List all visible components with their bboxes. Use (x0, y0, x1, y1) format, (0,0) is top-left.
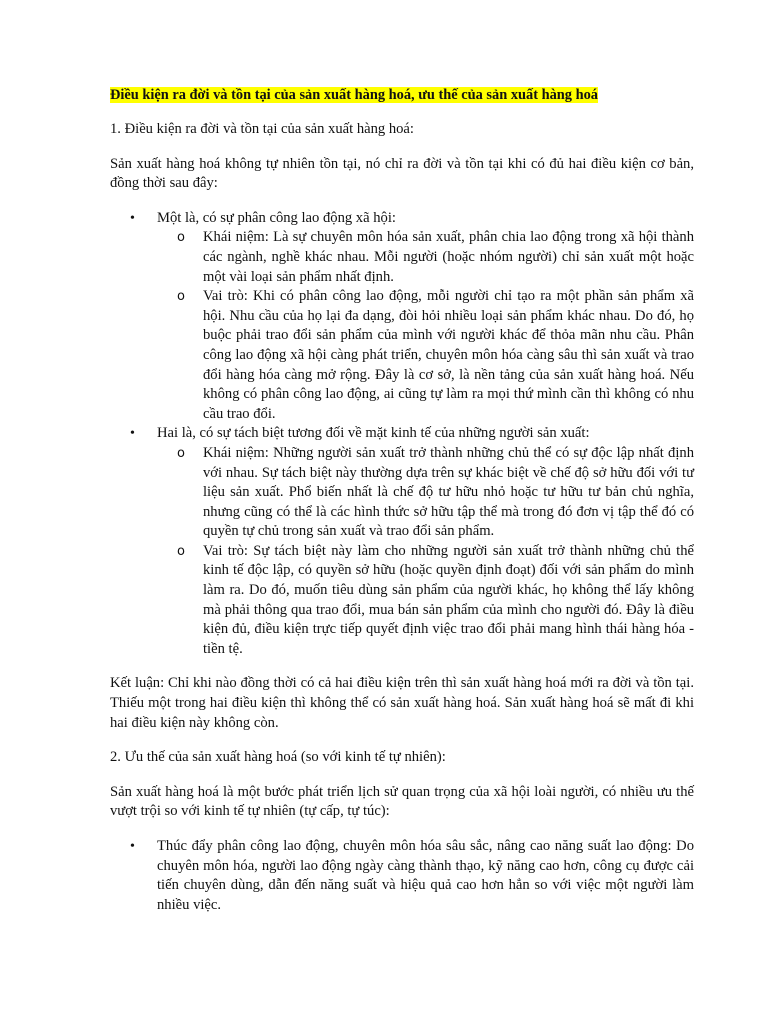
circle-bullet-icon: o (177, 543, 185, 559)
condition-1-sublist (157, 228, 694, 424)
sub-item-text: Khái niệm: Là sự chuyên môn hóa sản xuất, phân chia lao động trong xã hội thành các ngành, nghề khác nhau. Mỗi người (hoặc nhóm người) chỉ sản xuất một hoặc một vài loại sản phẩm nhất định. (203, 229, 694, 285)
advantages-list (110, 837, 694, 915)
condition-item-label: Hai là, có sự tách biệt tương đối về mặt kinh tế của những người sản xuất: (157, 425, 590, 442)
condition-item-1 (110, 209, 694, 425)
bullet-icon: • (130, 426, 135, 442)
section-1-conclusion: Kết luận: Chỉ khi nào đồng thời có cả hai điều kiện trên thì sản xuất hàng hoá mới ra đời và tồn tại. Thiếu một trong hai điều kiện thì không thể có sản xuất hàng hoá. Sản xuất hàng hoá sẽ mất đi khi hai điều kiện này không còn. (110, 675, 694, 731)
sub-item-text: Vai trò: Sự tách biệt này làm cho những người sản xuất trở thành những chủ thể kinh tế độc lập, có quyền sở hữu (hoặc quyền định đoạt) đối với sản phẩm do mình làm ra. Do đó, muốn tiêu dùng sản phẩm của người khác, họ không thể lấy không mà phải thông qua trao đổi, mua bán sản phẩm của mình cho người đó. Đây là điều kiện đủ, điều kiện trực tiếp quyết định việc trao đổi phải mang hình thái hàng hóa - tiền tệ. (203, 542, 694, 657)
bullet-icon: • (130, 210, 135, 226)
sub-item (157, 444, 694, 542)
document-title (110, 86, 598, 105)
section-2-intro: Sản xuất hàng hoá là một bước phát triển lịch sử quan trọng của xã hội loài người, có nhiều ưu thế vượt trội so với kinh tế tự nhiên (tự cấp, tự túc): (110, 783, 694, 820)
section-1-intro: Sản xuất hàng hoá không tự nhiên tồn tại, nó chỉ ra đời và tồn tại khi có đủ hai điều kiện cơ bản, đồng thời sau đây: (110, 155, 694, 192)
section-1-heading: 1. Điều kiện ra đời và tồn tại của sản xuất hàng hoá: (110, 121, 414, 137)
advantage-item-text: Thúc đẩy phân công lao động, chuyên môn hóa sâu sắc, nâng cao năng suất lao động: Do chuyên môn hóa, người lao động ngày càng thành thạo, kỹ năng cao hơn, công cụ được cải tiến chuyên dùng, dẫn đến năng suất và hiệu quả cao hơn hẳn so với việc một người làm nhiều việc. (157, 838, 694, 913)
conditions-list (110, 209, 694, 660)
sub-item (157, 228, 694, 287)
section-2-heading: 2. Ưu thế của sản xuất hàng hoá (so với kinh tế tự nhiên): (110, 749, 446, 766)
highlighted-title-text: Điều kiện ra đời và tồn tại của sản xuất hàng hoá, ưu thế của sản xuất hàng hoá (110, 87, 598, 103)
advantage-item (110, 837, 694, 915)
sub-item (157, 287, 694, 424)
condition-item-2 (110, 424, 694, 659)
document-body (110, 120, 694, 930)
condition-item-label: Một là, có sự phân công lao động xã hội: (157, 209, 396, 226)
bullet-icon: • (130, 839, 135, 854)
sub-item-text: Khái niệm: Những người sản xuất trở thành những chủ thể có sự độc lập nhất định với nhau. Sự tách biệt này thường dựa trên sự khác biệt về chế độ sở hữu đối với tư liệu sản xuất. Phổ biến nhất là chế độ tư hữu nhỏ hoặc tư hữu tư bản chủ nghĩa, nhưng cũng có thể là các hình thức sở hữu tập thể mà trong đó đơn vị tập thể đó có quyền tự chủ trong sản xuất và trao đổi sản phẩm. (203, 444, 694, 540)
circle-bullet-icon: o (177, 230, 185, 246)
sub-item-text: Vai trò: Khi có phân công lao động, mỗi người chỉ tạo ra một phần sản phẩm xã hội. Nhu cầu của họ lại đa dạng, đòi hỏi nhiều loại sản phẩm khác nhau. Do đó, họ buộc phải trao đổi sản phẩm của mình với người khác để thỏa mãn nhu cầu. Phân công lao động xã hội càng phát triển, chuyên môn hóa càng sâu thì sản xuất và trao đổi hàng hóa càng mở rộng. Đây là cơ sở, là nền tảng của sản xuất hàng hoá. Nếu không có phân công lao động, ai cũng tự làm ra mọi thứ mình cần thì không có nhu cầu trao đổi. (203, 288, 694, 422)
sub-item (157, 542, 694, 660)
circle-bullet-icon: o (177, 445, 185, 461)
circle-bullet-icon: o (177, 289, 185, 305)
condition-2-sublist (157, 444, 694, 660)
